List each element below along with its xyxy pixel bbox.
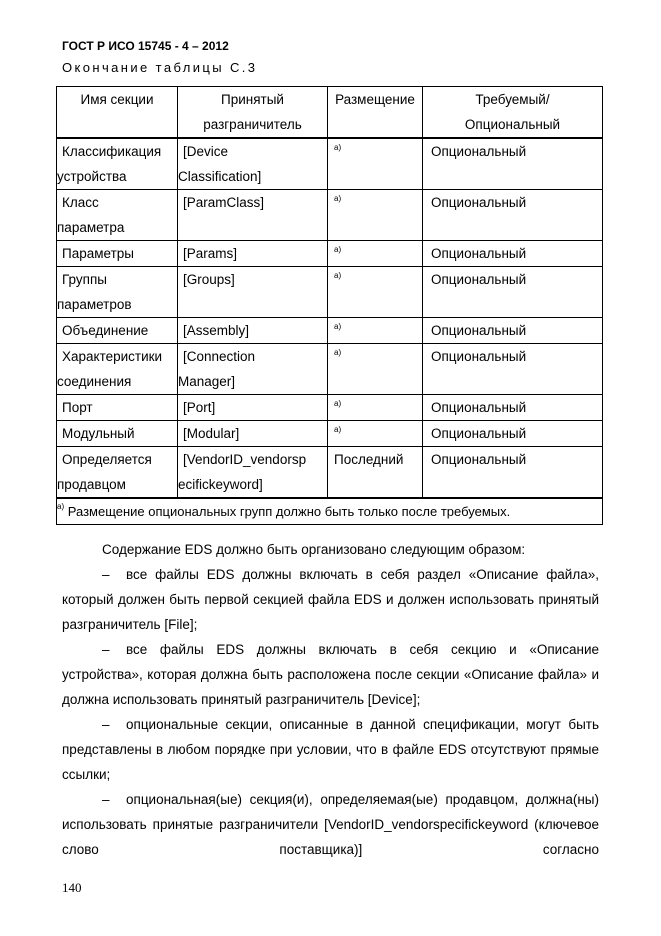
placement-value: а) [334,194,342,203]
section-name-cell [57,267,178,318]
footnote-mark: а) [57,502,65,511]
placement-cell [328,241,423,267]
section-name-cell [57,344,178,395]
placement-value: а) [334,399,342,408]
list-item: – все файлы EDS должны включать в себя секцию и «Описание устройства», которая должна быть расположена после секции «Описание файла» и должна использовать принятый разграничитель [Device]; [62,642,599,707]
delimiter-line: [Assembly] [183,323,250,338]
delimiter-cell [178,395,328,421]
section-name-line: Класс [62,195,99,210]
section-name-line: соединения [57,374,132,389]
delimiter-line: Manager] [178,374,236,389]
required-cell: Опциональный [423,190,603,241]
placement-value: а) [334,322,342,331]
section-name-line: Определяется [62,452,152,467]
section-name-cell [57,138,178,190]
delimiter-line: [VendorID_vendorsp [183,452,307,467]
table-row [57,138,603,190]
section-name-line: параметров [57,297,132,312]
required-cell: Опциональный [423,447,603,499]
placement-value: а) [334,271,342,280]
delimiter-cell [178,241,328,267]
placement-cell [328,267,423,318]
section-name-cell [57,447,178,499]
table-row [57,241,603,267]
intro-paragraph: Содержание EDS должно быть организовано следующим образом: [102,542,526,557]
section-name-line: продавцом [57,477,126,492]
header-section-name: Имя секции [57,87,178,139]
required-cell: Опциональный [423,267,603,318]
placement-cell [328,344,423,395]
placement-cell [328,421,423,447]
sections-table [56,86,603,525]
list-item: – опциональная(ые) секция(и), определяемая(ые) продавцом, должна(ны) использовать принятые разграничители [VendorID_vendorspecifickeyword (ключевое слово поставщика)] согласно [62,792,599,857]
section-name-line: Классификация [62,144,162,159]
table-subtitle: Окончание таблицы С.3 [62,60,258,75]
page-number: 140 [62,880,82,895]
footnote-row [57,498,603,525]
delimiter-line: [Connection [183,349,256,364]
list-item: – опциональные секции, описанные в данной спецификации, могут быть представлены в любом порядке при условии, что в файле EDS отсутствуют прямые ссылки; [62,717,599,782]
placement-cell [328,318,423,344]
section-name-cell [57,318,178,344]
delimiter-line: [Groups] [183,272,235,287]
delimiter-cell [178,190,328,241]
document-header: ГОСТ Р ИСО 15745 - 4 – 2012 [62,39,229,53]
required-cell: Опциональный [423,421,603,447]
placement-value: а) [334,245,342,254]
delimiter-line: Classification] [178,169,262,184]
placement-cell [328,190,423,241]
delimiter-cell [178,421,328,447]
required-cell: Опциональный [423,318,603,344]
table-row [57,421,603,447]
delimiter-line: [Modular] [183,426,240,441]
placement-cell [328,447,423,499]
table-header-row [57,87,603,139]
placement-value: а) [334,425,342,434]
required-cell: Опциональный [423,344,603,395]
table-row [57,318,603,344]
table-row [57,190,603,241]
placement-value: а) [334,143,342,152]
body-text [62,537,599,862]
table-row [57,447,603,499]
required-cell: Опциональный [423,395,603,421]
section-name-cell [57,190,178,241]
placement-value: а) [334,348,342,357]
delimiter-line: [Port] [183,400,216,415]
delimiter-line: ecifickeyword] [178,477,263,492]
delimiter-cell [178,344,328,395]
section-name-line: Характеристики [62,349,163,364]
section-name-line: Порт [62,400,93,415]
section-name-line: Объединение [62,323,149,338]
delimiter-cell [178,447,328,499]
header-placement: Размещение [328,87,423,139]
footnote-text: Размещение опциональных групп должно быть только после требуемых. [67,504,511,519]
delimiter-line: [ParamClass] [183,195,265,210]
delimiter-line: [Device [183,144,229,159]
section-name-line: Группы [62,272,107,287]
table-row [57,344,603,395]
section-name-line: Модульный [62,426,135,441]
header-required: Требуемый/ Опциональный [423,87,603,139]
section-name-cell [57,395,178,421]
header-delimiter: Принятый разграничитель [178,87,328,139]
placement-value: Последний [334,452,404,467]
table-row [57,395,603,421]
section-name-line: устройства [57,169,127,184]
section-name-line: Параметры [62,246,134,261]
required-cell: Опциональный [423,138,603,190]
list-item: – все файлы EDS должны включать в себя раздел «Описание файла», который должен быть первой секцией файла EDS и должен использовать принятый разграничитель [File]; [62,567,599,632]
placement-cell [328,395,423,421]
table-row [57,267,603,318]
delimiter-cell [178,318,328,344]
placement-cell [328,138,423,190]
required-cell: Опциональный [423,241,603,267]
delimiter-line: [Params] [183,246,238,261]
delimiter-cell [178,138,328,190]
section-name-cell [57,241,178,267]
section-name-cell [57,421,178,447]
section-name-line: параметра [57,220,125,235]
delimiter-cell [178,267,328,318]
